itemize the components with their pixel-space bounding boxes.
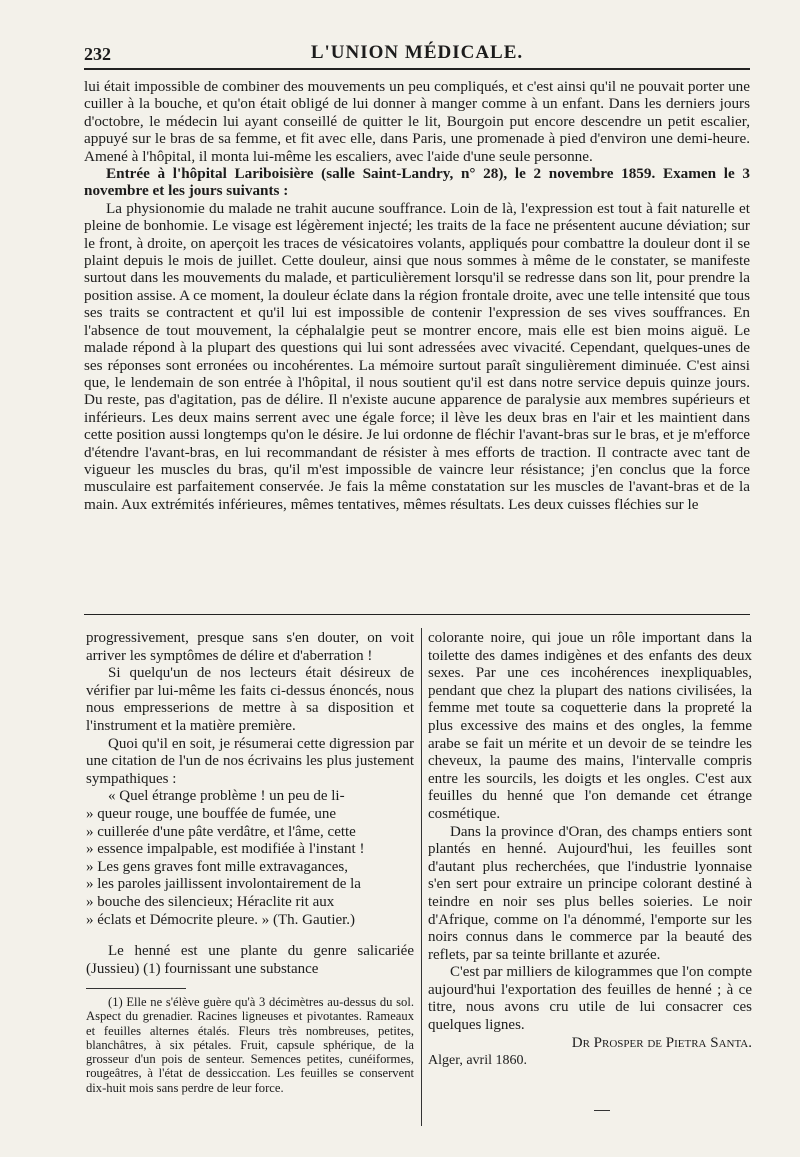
- quote-line: » bouche des silencieux; Héraclite rit aux: [86, 893, 335, 910]
- running-title: L'UNION MÉDICALE.: [310, 42, 524, 63]
- dateline: Alger, avril 1860.: [428, 1053, 527, 1069]
- paragraph: Si quelqu'un de nos lecteurs était désireux de vérifier par lui-même les faits ci-dessus énoncés, nous nous empresserions de mettre à sa disposition et l'instrument et la matière première.: [86, 665, 414, 734]
- quote-line: » Les gens graves font mille extravagances,: [86, 858, 348, 875]
- quote-line: » éclats et Démocrite pleure. » (Th. Gautier.): [86, 911, 356, 928]
- page-number: 232: [84, 44, 111, 64]
- paragraph: Entrée à l'hôpital Lariboisière (salle Saint-Landry, n° 28), le 2 novembre 1859. Examen le 3 novembre et les jours suivants :: [84, 165, 750, 200]
- quote-line: » cuillerée d'une pâte verdâtre, et l'âme, cette: [86, 823, 356, 840]
- quote-line: « Quel étrange problème ! un peu de li-: [108, 788, 345, 805]
- quote-line: » queur rouge, une bouffée de fumée, une: [86, 805, 337, 822]
- paragraph: Dans la province d'Oran, des champs entiers sont plantés en henné. Aujourd'hui, les feuilles sont d'autant plus recherchées, que l'industrie lyonnaise s'en sert pour extraire un principe colorant destiné à teindre en noir ses plus belles soieries. Le noir d'Afrique, comme on l'a dénommé, l'emporte sur les noirs connus dans le commerce par la beauté des reflets, par sa teinte brillante et azurée.: [428, 823, 752, 963]
- section-divider: [84, 614, 750, 615]
- paragraph: Le henné est une plante du genre salicariée (Jussieu) (1) fournissant une substance: [86, 943, 414, 977]
- paragraph: C'est par milliers de kilogrammes que l'on compte aujourd'hui l'exportation des feuilles de henné ; à ce titre, nous avons cru utile de lui consacrer ces quelques lignes.: [428, 964, 752, 1034]
- footnote: (1) Elle ne s'élève guère qu'à 3 décimètres au-dessus du sol. Aspect du grenadier. Racines ligneuses et pivotantes. Rameaux et feuilles alternes étalés. Fleurs très nombreuses, petites, blanchâtres, à six pétales. Fruit, capsule sphérique, de la grosseur d'un pois de senteur. Semences petites, cunéiformes, rougeâtres, à l'état de dessiccation. Les feuilles se conservent dix-huit mois sans perdre de leur force.: [86, 995, 414, 1095]
- paragraph: lui était impossible de combiner des mouvements un peu compliqués, et c'est ainsi qu'il ne pouvait porter une cuiller à la bouche, et qu'on était obligé de lui donner à manger comme à un enfant. Dans les derniers jours d'octobre, le médecin lui ayant conseillé de quitter le lit, Bourgoin put encore descendre un petit escalier, appuyé sur le bras de sa femme, et fit avec elle, dans Paris, une promenade à pied d'environ une demi-heure. Amené à l'hôpital, il monta lui-même les escaliers, avec l'aide d'une seule personne.: [84, 78, 750, 165]
- quote-line: » les paroles jaillissent involontairement de la: [86, 876, 361, 893]
- header-rule: [84, 68, 750, 70]
- quotation: [86, 788, 414, 929]
- left-column: [86, 630, 414, 1095]
- author-signature: Dr Prosper de Pietra Santa.: [571, 1034, 752, 1051]
- end-dash: [594, 1110, 610, 1111]
- paragraph: Quoi qu'il en soit, je résumerai cette digression par une citation de l'un de nos écrivains les plus justement sympathiques :: [86, 735, 414, 787]
- quote-line: » essence impalpable, est modifiée à l'instant !: [86, 841, 365, 858]
- column-divider: [421, 628, 422, 1126]
- paragraph: progressivement, presque sans s'en douter, on voit arriver les symptômes de délire et d'aberration !: [86, 630, 414, 664]
- paragraph: colorante noire, qui joue un rôle important dans la toilette des dames indigènes et des enfants des deux sexes. Par une ces incohérences inexpliquables, pendant que chez la plupart des nations civilisées, la femme met toute sa coquetterie dans la propreté la plus excessive des mains et des ongles, la femme arabe se fait un mérite et un devoir de se teindre les cheveux, la paume des mains, l'intervalle compris entre les sourcils, les doigts et les ongles. C'est aux feuilles du henné que l'on demande cet étrange cosmétique.: [428, 630, 752, 822]
- right-column: [428, 630, 752, 1070]
- paragraph: La physionomie du malade ne trahit aucune souffrance. Loin de là, l'expression est tout à fait naturelle et pleine de bonhomie. Le visage est légèrement injecté; les traits de la face ne présentent aucune déviation; sur le front, à droite, on aperçoit les traces de vésicatoires volants, appliqués pour combattre la douleur dont il se plaint depuis le mois de juillet. Cette douleur, ainsi que nous sommes à même de le constater, se manifeste surtout dans les mouvements du malade, et particulièrement lorsqu'il se redresse dans son lit, pour prendre la position assise. A ce moment, la douleur éclate dans la région frontale droite, avec une telle intensité que tous ses traits se contractent et qu'il lui est impossible de contenir l'expression de ses vives souffrances. En l'absence de tout mouvement, la céphalalgie peut se montrer encore, mais elle est bien moins aiguë. Le malade répond à la plupart des questions qui lui sont adressées avec vivacité. Cependant, quelques-unes de ses réponses sont erronées ou incohérentes. La mémoire surtout paraît singulièrement diminuée. C'est ainsi que, le lendemain de son entrée à l'hôpital, il nous soutient qu'il est dans notre service depuis quinze jours. Du reste, pas d'agitation, pas de délire. Il n'existe aucune apparence de paralysie aux membres supérieurs et inférieurs. Les deux mains serrent avec une égale force; il lève les deux bras en l'air et les maintient dans cette position aussi longtemps qu'on le désire. Je lui ordonne de fléchir l'avant-bras sur le bras, et je m'efforce d'étendre l'avant-bras, en lui recommandant de résister à mes efforts de traction. Il contracte avec tant de vigueur les muscles du bras, qu'il m'est impossible de vaincre leur résistance; j'en conclus que la force musculaire est parfaitement conservée. Je fais la même constatation sur les muscles de l'avant-bras et de la main. Aux extrémités inférieures, mêmes tentatives, mêmes résultats. Les deux cuisses fléchies sur le: [84, 199, 750, 513]
- page-header: [84, 38, 750, 68]
- top-text-block: [84, 78, 750, 513]
- footnote-rule: [86, 988, 186, 989]
